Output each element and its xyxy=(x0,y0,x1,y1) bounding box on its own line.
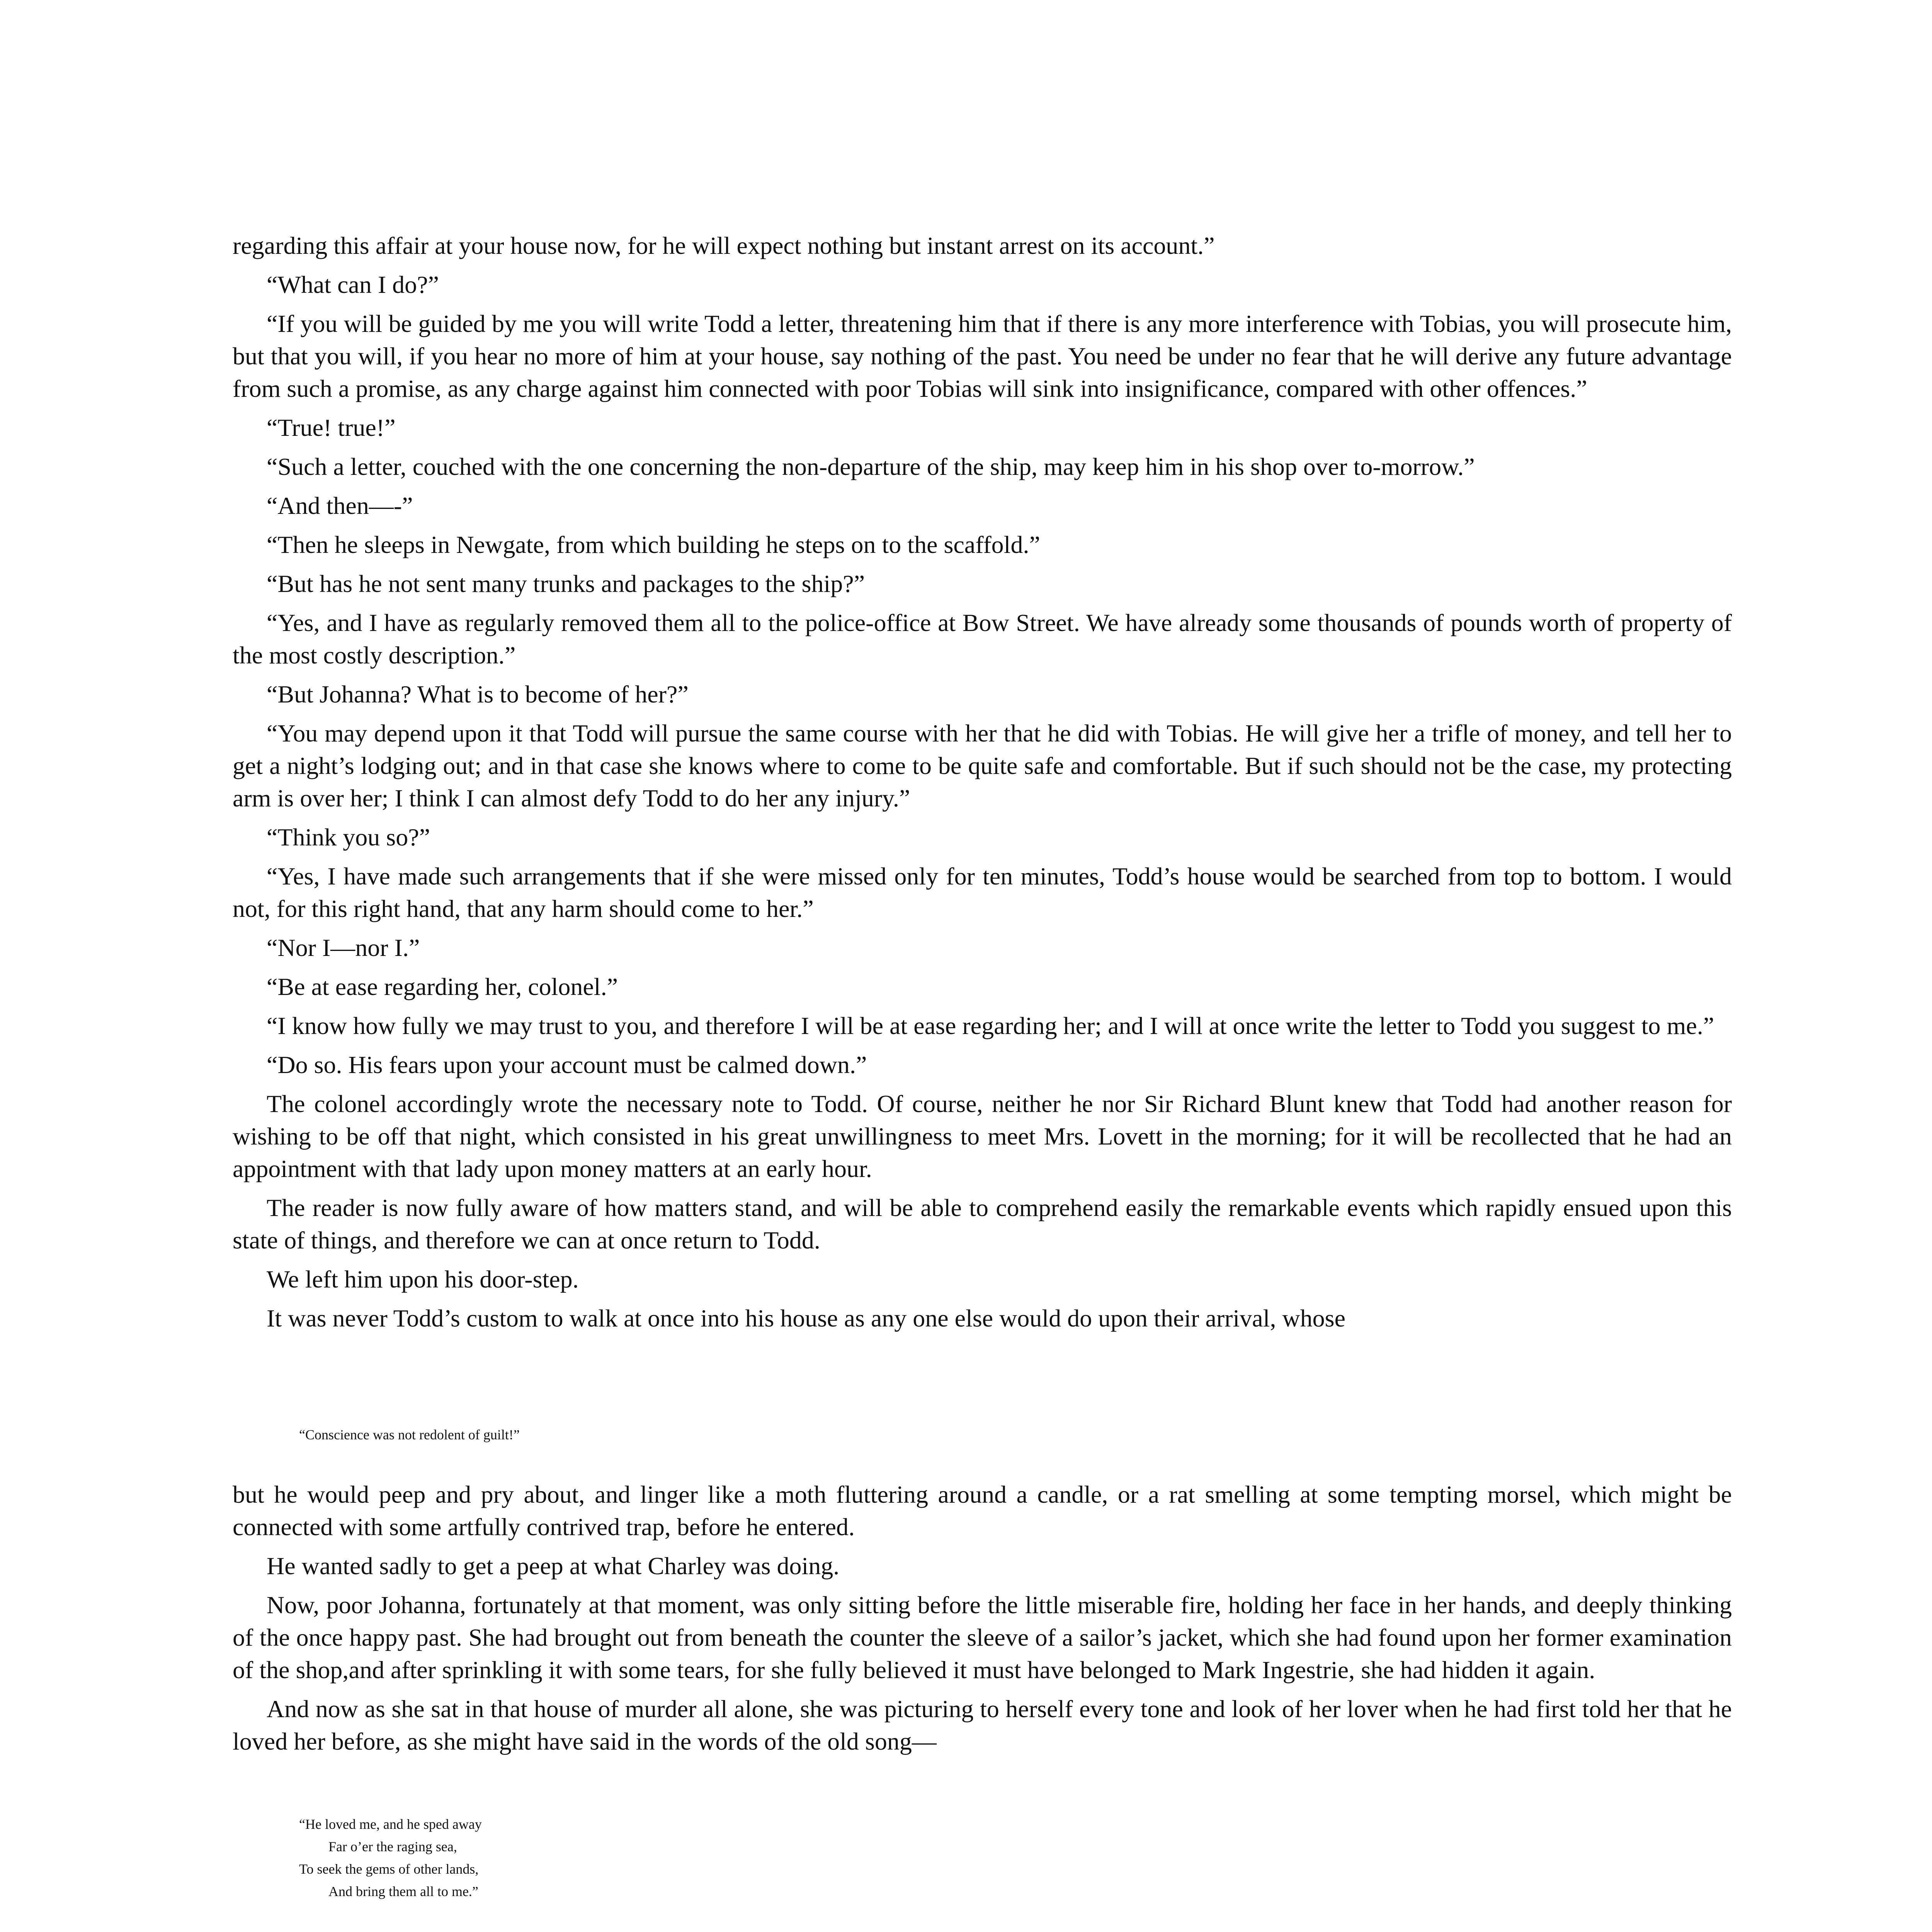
paragraph: The colonel accordingly wrote the necessary note to Todd. Of course, neither he nor Sir Richard Blunt knew that Todd had another reason for wishing to be off that night, which consisted in his great unwillingness to meet Mrs. Lovett in the morning; for it will be recollected that he had an appointment with that lady upon money matters at an early hour. xyxy=(233,1090,1732,1182)
paragraph: “True! true!” xyxy=(267,414,396,441)
paragraph: “But Johanna? What is to become of her?” xyxy=(267,680,689,708)
paragraph: “You may depend upon it that Todd will pursue the same course with her that he did with Tobias. He will give her a trifle of money, and tell her to get a night’s lodging out; and in that case she knows where to come to be quite safe and comfortable. But if such should not be the case, my protecting arm is over her; I think I can almost defy Todd to do her any injury.” xyxy=(233,719,1732,812)
inline-quote: “Conscience was not redolent of guilt!” xyxy=(299,1427,520,1442)
paragraph: “Do so. His fears upon your account must be calmed down.” xyxy=(267,1051,867,1078)
text-block-middle xyxy=(233,1478,1732,1764)
verse-line: To seek the gems of other lands, xyxy=(299,1861,479,1877)
paragraph: “Nor I—nor I.” xyxy=(267,934,420,961)
verse-line: Far o’er the raging sea, xyxy=(328,1839,457,1854)
paragraph: “What can I do?” xyxy=(267,271,439,298)
paragraph: “Then he sleeps in Newgate, from which building he steps on to the scaffold.” xyxy=(267,531,1040,558)
paragraph: Now, poor Johanna, fortunately at that moment, was only sitting before the little miserable fire, holding her face in her hands, and deeply thinking of the once happy past. She had brought out from beneath the counter the sleeve of a sailor’s jacket, which she had found upon her former examination of the shop,and after sprinkling it with some tears, for she fully believed it must have belonged to Mark Ingestrie, she had hidden it again. xyxy=(233,1591,1732,1684)
text-block-top xyxy=(233,230,1732,1341)
paragraph: “But has he not sent many trunks and packages to the ship?” xyxy=(267,570,865,597)
paragraph: We left him upon his door-step. xyxy=(267,1265,579,1293)
paragraph: “And then—-” xyxy=(267,492,413,519)
paragraph: The reader is now fully aware of how matters stand, and will be able to comprehend easily the remarkable events which rapidly ensued upon this state of things, and therefore we can at once return to Todd. xyxy=(233,1194,1732,1254)
paragraph: “Think you so?” xyxy=(267,823,430,851)
paragraph: “Be at ease regarding her, colonel.” xyxy=(267,973,618,1000)
paragraph: And now as she sat in that house of murder all alone, she was picturing to herself every tone and look of her lover when he had first told her that he loved her before, as she might have said in the words of the old song— xyxy=(233,1695,1732,1755)
paragraph: but he would peep and pry about, and linger like a moth fluttering around a candle, or a rat smelling at some tempting morsel, which might be connected with some artfully contrived trap, before he entered. xyxy=(233,1481,1732,1541)
verse-stanza xyxy=(299,1813,482,1903)
paragraph: He wanted sadly to get a peep at what Charley was doing. xyxy=(267,1552,840,1580)
paragraph: “Yes, and I have as regularly removed them all to the police-office at Bow Street. We have already some thousands of pounds worth of property of the most costly description.” xyxy=(233,609,1732,669)
paragraph: “Yes, I have made such arrangements that if she were missed only for ten minutes, Todd’s house would be searched from top to bottom. I would not, for this right hand, that any harm should come to her.” xyxy=(233,862,1732,922)
paragraph: “If you will be guided by me you will write Todd a letter, threatening him that if there is any more interference with Tobias, you will prosecute him, but that you will, if you hear no more of him at your house, say nothing of the past. You need be under no fear that he will derive any future advantage from such a promise, as any charge against him connected with poor Tobias will sink into insignificance, compared with other offences.” xyxy=(233,310,1732,402)
paragraph: regarding this affair at your house now, for he will expect nothing but instant arrest on its account.” xyxy=(233,232,1215,259)
paragraph: “I know how fully we may trust to you, and therefore I will be at ease regarding her; and I will at once write the letter to Todd you suggest to me.” xyxy=(267,1012,1714,1039)
verse-line: “He loved me, and he sped away xyxy=(299,1816,482,1832)
paragraph: It was never Todd’s custom to walk at once into his house as any one else would do upon their arrival, whose xyxy=(267,1304,1345,1332)
verse-line: And bring them all to me.” xyxy=(328,1884,478,1899)
paragraph: “Such a letter, couched with the one concerning the non-departure of the ship, may keep him in his shop over to-morrow.” xyxy=(267,453,1475,480)
